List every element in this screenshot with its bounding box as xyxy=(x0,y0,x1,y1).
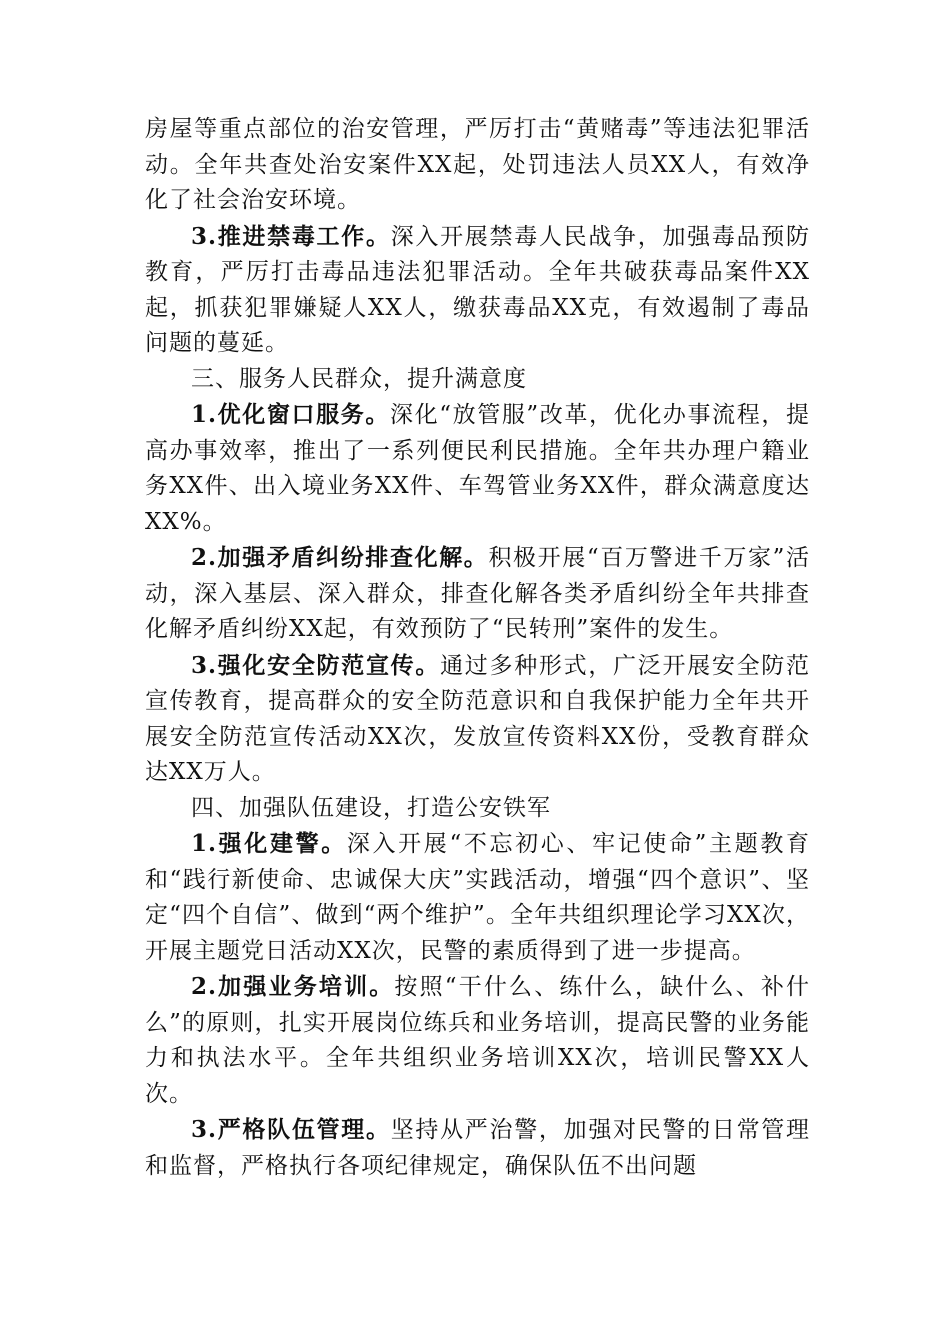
paragraph-lead: 2.加强矛盾纠纷排查化解。 xyxy=(191,544,489,571)
section-heading-3: 三、服务人民群众，提升满意度 xyxy=(191,365,527,392)
paragraph-party-building xyxy=(145,826,810,969)
paragraph-safety-publicity xyxy=(145,648,810,791)
paragraph-lead: 2.加强业务培训。 xyxy=(191,973,395,1000)
paragraph-lead: 3.强化安全防范宣传。 xyxy=(191,651,441,679)
paragraph-drug-control xyxy=(145,219,810,362)
paragraph-text: 积极开展“百万警进千万家”活动，深入基层、深入群众，排查化解各类矛盾纠纷全年共排查化解矛盾纠纷XX起，有效预防了“民转刑”案件的发生。 xyxy=(145,545,810,642)
paragraph-text: 深入开展禁毒人民战争，加强毒品预防教育，严厉打击毒品违法犯罪活动。全年共破获毒品案件XX起，抓获犯罪嫌疑人XX人，缴获毒品XX克，有效遏制了毒品问题的蔓延。 xyxy=(145,223,811,356)
paragraph-team-management xyxy=(145,1112,810,1184)
paragraph-continuation xyxy=(145,112,810,219)
paragraph-window-service xyxy=(145,397,810,540)
paragraph-lead: 3.严格队伍管理。 xyxy=(191,1116,391,1143)
paragraph-dispute-resolution xyxy=(145,540,810,648)
paragraph-text: 按照“干什么、练什么，缺什么、补什么”的原则，扎实开展岗位练兵和业务培训，提高民警的业务能力和执法水平。全年共组织业务培训XX次，培训民警XX人次。 xyxy=(145,974,810,1107)
paragraph-text: 房屋等重点部位的治安管理，严厉打击“黄赌毒”等违法犯罪活动。全年共查处治安案件XX起，处罚违法人员XX人，有效净化了社会治安环境。 xyxy=(145,116,810,213)
paragraph-lead: 1.强化建警。 xyxy=(191,830,347,857)
paragraph-text: 坚持从严治警，加强对民警的日常管理和监督，严格执行各项纪律规定，确保队伍不出问题 xyxy=(145,1117,811,1179)
paragraph-training xyxy=(145,969,810,1112)
section-heading-4: 四、加强队伍建设，打造公安铁军 xyxy=(191,794,551,821)
document-page xyxy=(145,112,810,1184)
paragraph-lead: 1.优化窗口服务。 xyxy=(191,401,390,428)
paragraph-text: 通过多种形式，广泛开展安全防范宣传教育，提高群众的安全防范意识和自我保护能力全年共开展安全防范宣传活动XX次，发放宣传资料XX份，受教育群众达XX万人。 xyxy=(145,652,811,785)
paragraph-text: 深化“放管服”改革，优化办事流程，提高办事效率，推出了一系列便民利民措施。全年共办理户籍业务XX件、出入境业务XX件、车驾管业务XX件，群众满意度达XX%。 xyxy=(145,402,810,535)
paragraph-text: 深入开展“不忘初心、牢记使命”主题教育和“践行新使命、忠诚保大庆”实践活动，增强“四个意识”、坚定“四个自信”、做到“两个维护”。全年共组织理论学习XX次，开展主题党日活动XX次，民警的素质得到了进一步提高。 xyxy=(145,831,810,964)
paragraph-lead: 3.推进禁毒工作。 xyxy=(191,222,391,250)
